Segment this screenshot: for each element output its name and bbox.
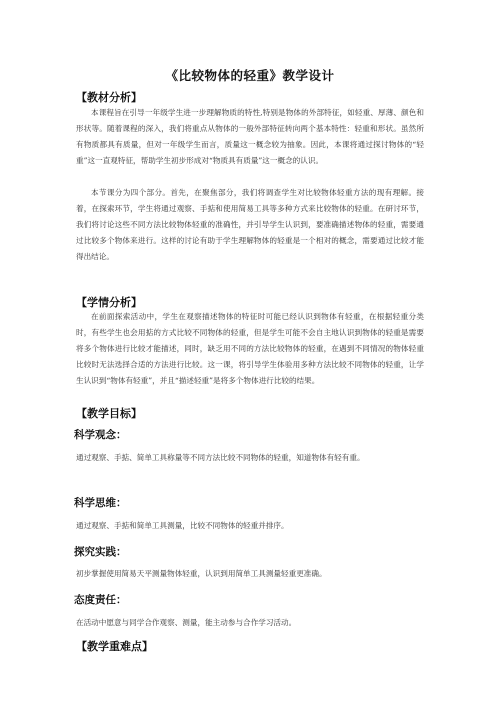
goal-label-practice: 探究实践： xyxy=(74,546,127,558)
section-heading-students: 【学情分析】 xyxy=(76,296,142,309)
section-heading-key-points: 【教学重难点】 xyxy=(76,640,153,653)
materials-paragraph-1: 本课程旨在引导一年级学生进一步理解物质的特性,特别是物体的外部特征，如轻重、厚薄、颜色和形状等。随着课程的深入，我们将重点从物体的一般外部特征转向两个基本特性：轻重和形状。虽然所有物质都具有质量，但对一年级学生而言，质量这一概念较为抽象。因此，本课将通过探讨物体的“轻重”这一直观特征，帮助学生初步形成对“物质具有质量”这一概念的认识。 xyxy=(76,108,424,165)
section-heading-materials: 【教材分析】 xyxy=(76,91,142,104)
document-title: 《比较物体的轻重》教学设计 xyxy=(165,68,335,83)
students-paragraph-1: 在前面探索活动中，学生在观察描述物体的特征时可能已经认识到物体有轻重，在根据轻重分类时，有些学生也会用掂的方式比较不同物体的轻重，但是学生可能不会自主地认识到物体的轻重是需要将多个物体进行比较才能描述，同时，缺乏用不同的方法比较物体的轻重，在遇到不同情况的物体轻重比较时无法选择合适的方法进行比较。这一课，将引导学生体验用多种方法比较不同物体的轻重，让学生认识到“物体有轻重”，并且“描述轻重”是将多个物体进行比较的结果。 xyxy=(76,312,424,385)
materials-paragraph-2: 本节课分为四个部分。首先，在聚焦部分，我们将调查学生对比较物体轻重方法的现有理解。接着，在探索环节，学生将通过观察、手掂和使用简易工具等多种方式来比较物体的轻重。在研讨环节，我们将讨论这些不同方法比较物体轻重的准确性，并引导学生认识到，要准确描述物体的轻重，需要通过比较多个物体来进行。这样的讨论有助于学生理解物体的轻重是一个相对的概念，需要通过比较才能得出结论。 xyxy=(76,188,424,261)
goal-text-attitude: 在活动中愿意与同学合作观察、测量，能主动参与合作学习活动。 xyxy=(76,618,297,627)
goal-label-thinking: 科学思维： xyxy=(74,497,127,509)
goal-text-concept: 通过观察、手掂、简单工具称量等不同方法比较不同物体的轻重，知道物体有轻有重。 xyxy=(76,453,365,462)
goal-label-attitude: 态度责任： xyxy=(74,594,127,606)
goal-text-practice: 初步掌握使用简易天平测量物体轻重，认识到用简单工具测量轻重更准确。 xyxy=(76,569,327,578)
goal-label-concept: 科学观念： xyxy=(74,429,127,441)
goal-text-thinking: 通过观察、手掂和简单工具测量，比较不同物体的轻重并排序。 xyxy=(76,521,289,530)
section-heading-goals: 【教学目标】 xyxy=(76,407,142,420)
